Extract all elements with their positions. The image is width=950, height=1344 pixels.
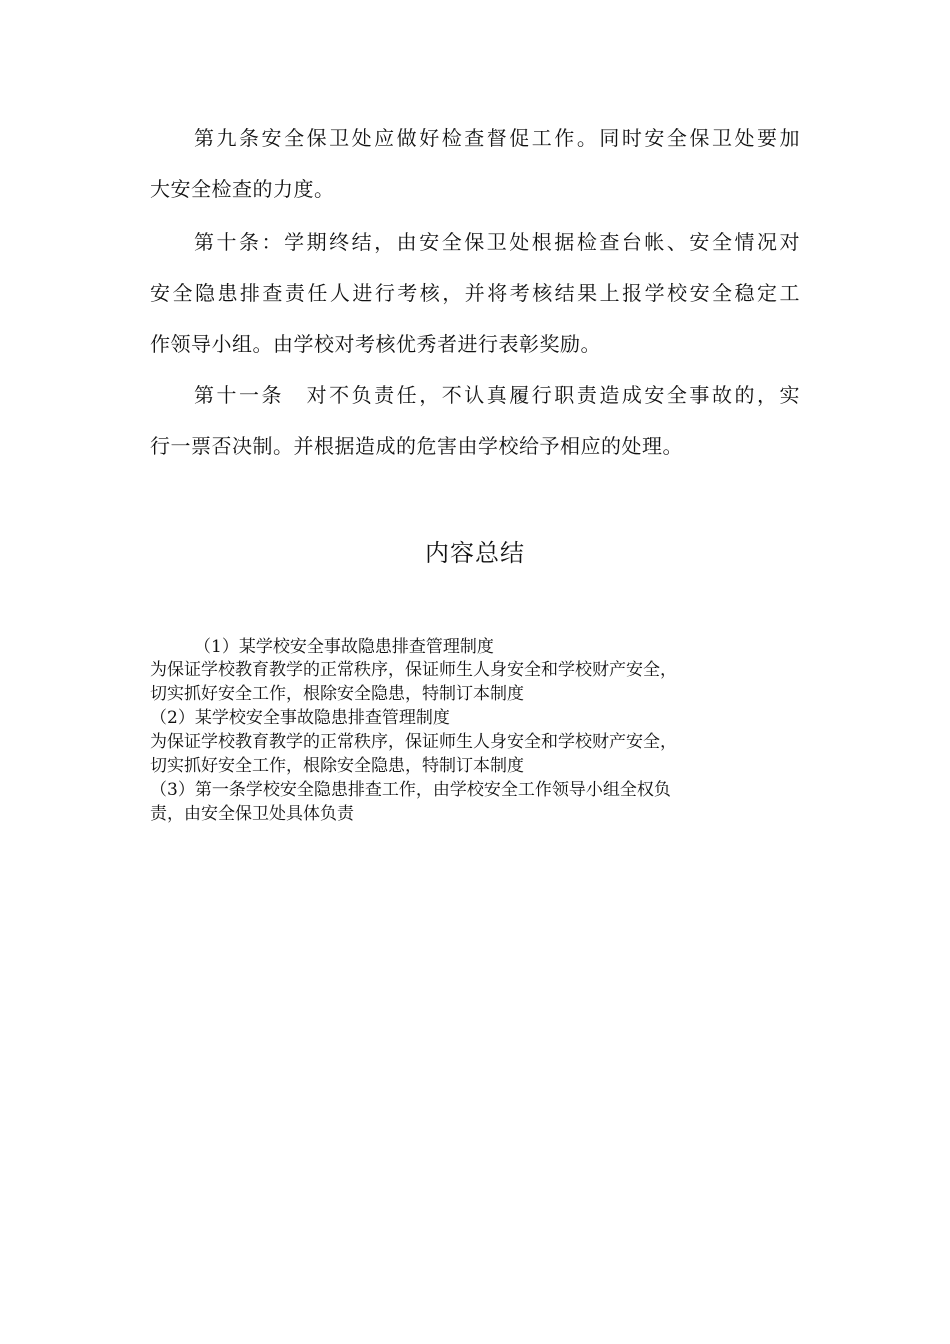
article-11-line-2: 行一票否决制。并根据造成的危害由学校给予相应的处理。 xyxy=(150,434,683,458)
article-10-line-2: 安全隐患排查责任人进行考核，并将考核结果上报学校安全稳定工 xyxy=(150,281,800,305)
summary-line-2: 为保证学校教育教学的正常秩序，保证师生人身安全和学校财产安全， xyxy=(150,660,677,680)
article-9-line-1: 第九条安全保卫处应做好检查督促工作。同时安全保卫处要加 xyxy=(194,126,800,150)
article-9-line-2: 大安全检查的力度。 xyxy=(150,177,335,201)
article-11-line-1: 第十一条 对不负责任，不认真履行职责造成安全事故的，实 xyxy=(194,383,800,407)
summary-line-3: 切实抓好安全工作，根除安全隐患，特制订本制度 xyxy=(150,684,524,704)
summary-line-7: （3）第一条学校安全隐患排查工作，由学校安全工作领导小组全权负 xyxy=(150,780,671,800)
summary-line-5: 为保证学校教育教学的正常秩序，保证师生人身安全和学校财产安全， xyxy=(150,732,677,752)
article-10-line-3: 作领导小组。由学校对考核优秀者进行表彰奖励。 xyxy=(150,332,601,356)
summary-line-8: 责，由安全保卫处具体负责 xyxy=(150,804,354,824)
summary-title: 内容总结 xyxy=(425,539,525,567)
summary-line-4: （2）某学校安全事故隐患排查管理制度 xyxy=(150,708,450,728)
summary-line-1: （1）某学校安全事故隐患排查管理制度 xyxy=(194,637,494,657)
article-10-line-1: 第十条：学期终结，由安全保卫处根据检查台帐、安全情况对 xyxy=(194,230,800,254)
summary-line-6: 切实抓好安全工作，根除安全隐患，特制订本制度 xyxy=(150,756,524,776)
